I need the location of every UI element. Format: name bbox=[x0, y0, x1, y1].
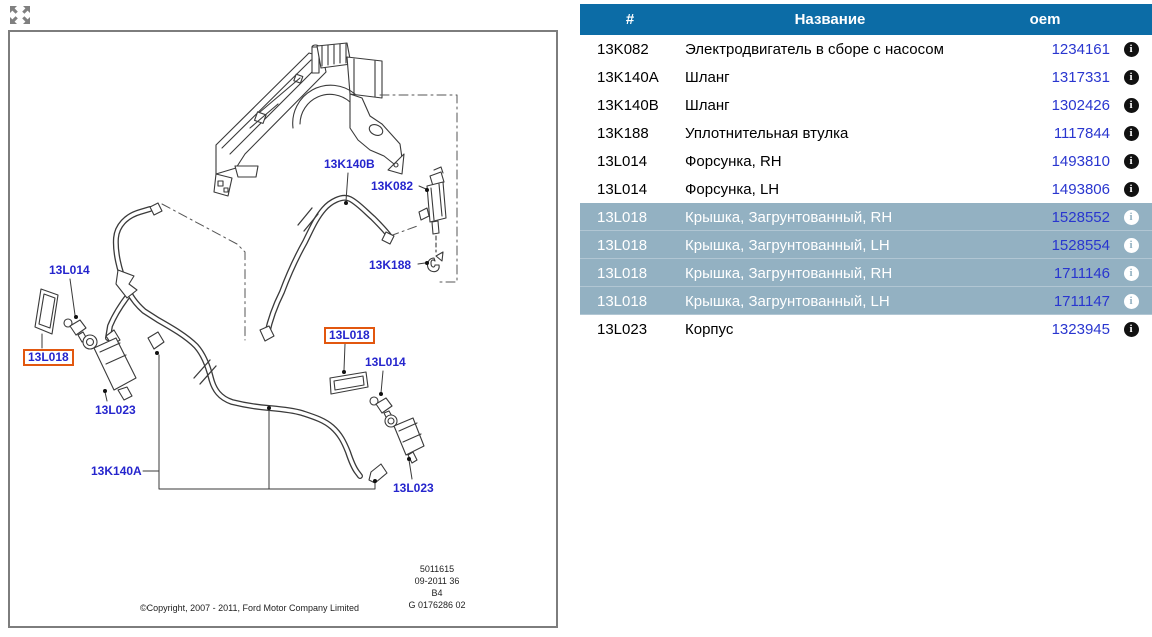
oem-link[interactable]: 1528554 bbox=[1051, 236, 1110, 254]
info-icon[interactable]: i bbox=[1124, 266, 1139, 281]
header-name: Название bbox=[794, 11, 866, 28]
header-oem: oem bbox=[1029, 11, 1061, 28]
info-icon[interactable]: i bbox=[1124, 182, 1139, 197]
part-name-cell: Крышка, Загрунтованный, LH bbox=[685, 292, 890, 310]
plate-rev: B4 bbox=[431, 588, 443, 598]
oem-link[interactable]: 1317331 bbox=[1051, 68, 1110, 86]
diagram-label-13K140A[interactable]: 13K140A bbox=[91, 464, 142, 478]
part-number-cell: 13L014 bbox=[597, 152, 648, 170]
parts-table-header bbox=[580, 4, 1152, 35]
expand-diagram-button[interactable] bbox=[8, 4, 32, 26]
part-name-cell: Электродвигатель в сборе с насосом bbox=[685, 40, 944, 58]
diagram-label-13L014-left[interactable]: 13L014 bbox=[49, 263, 90, 277]
info-icon[interactable]: i bbox=[1124, 98, 1139, 113]
oem-link[interactable]: 1323945 bbox=[1051, 320, 1110, 338]
oem-link[interactable]: 1117844 bbox=[1053, 124, 1110, 142]
part-number-cell: 13L018 bbox=[597, 208, 648, 226]
part-number-cell: 13L018 bbox=[597, 292, 648, 310]
part-name-cell: Форсунка, LH bbox=[685, 180, 780, 198]
table-row[interactable] bbox=[580, 287, 1152, 315]
part-name-cell: Шланг bbox=[685, 68, 730, 86]
part-name-cell: Крышка, Загрунтованный, RH bbox=[685, 264, 893, 282]
part-name-cell: Корпус bbox=[685, 320, 734, 338]
part-name-cell: Уплотнительная втулка bbox=[685, 124, 849, 142]
oem-link[interactable]: 1234161 bbox=[1051, 40, 1110, 58]
info-icon[interactable]: i bbox=[1124, 294, 1139, 309]
table-row[interactable] bbox=[580, 175, 1152, 203]
oem-link[interactable]: 1493806 bbox=[1051, 180, 1110, 198]
table-row[interactable] bbox=[580, 35, 1152, 63]
part-number-cell: 13K140B bbox=[597, 96, 659, 114]
diagram-label-13L023-left[interactable]: 13L023 bbox=[95, 403, 136, 417]
parts-table bbox=[580, 4, 1152, 343]
oem-link[interactable]: 1493810 bbox=[1051, 152, 1110, 170]
header-number: # bbox=[625, 11, 635, 28]
info-icon[interactable]: i bbox=[1124, 322, 1139, 337]
table-row[interactable] bbox=[580, 315, 1152, 343]
table-row[interactable] bbox=[580, 91, 1152, 119]
oem-link[interactable]: 1711147 bbox=[1053, 292, 1110, 310]
info-icon[interactable]: i bbox=[1124, 42, 1139, 57]
table-row[interactable] bbox=[580, 119, 1152, 147]
part-number-cell: 13K188 bbox=[597, 124, 649, 142]
plate-number: 5011615 bbox=[419, 564, 455, 574]
info-icon[interactable]: i bbox=[1124, 154, 1139, 169]
part-number-cell: 13L014 bbox=[597, 180, 648, 198]
table-row[interactable] bbox=[580, 231, 1152, 259]
parts-table-body bbox=[580, 35, 1152, 343]
part-name-cell: Крышка, Загрунтованный, LH bbox=[685, 236, 890, 254]
diagram-label-13K188[interactable]: 13K188 bbox=[369, 258, 412, 272]
part-name-cell: Шланг bbox=[685, 96, 730, 114]
info-icon[interactable]: i bbox=[1124, 210, 1139, 225]
copyright-text: ©Copyright, 2007 - 2011, Ford Motor Company Limited bbox=[140, 603, 360, 613]
diagram-label-13K082[interactable]: 13K082 bbox=[371, 179, 414, 193]
table-row[interactable] bbox=[580, 63, 1152, 91]
oem-link[interactable]: 1302426 bbox=[1051, 96, 1110, 114]
parts-diagram bbox=[10, 32, 560, 630]
parts-diagram-panel bbox=[8, 30, 558, 628]
info-icon[interactable]: i bbox=[1124, 238, 1139, 253]
part-name-cell: Крышка, Загрунтованный, RH bbox=[685, 208, 893, 226]
plate-code: G 0176286 02 bbox=[408, 600, 466, 610]
diagram-label-13K140B[interactable]: 13K140B bbox=[324, 157, 375, 171]
diagram-label-13L023-right[interactable]: 13L023 bbox=[393, 481, 434, 495]
part-number-cell: 13L018 bbox=[597, 236, 648, 254]
diagram-label-13L018-left[interactable]: 13L018 bbox=[23, 349, 74, 366]
part-number-cell: 13L023 bbox=[597, 320, 648, 338]
part-name-cell: Форсунка, RH bbox=[685, 152, 782, 170]
plate-footer bbox=[387, 563, 487, 611]
part-number-cell: 13K082 bbox=[597, 40, 649, 58]
oem-link[interactable]: 1528552 bbox=[1051, 208, 1110, 226]
table-row[interactable] bbox=[580, 259, 1152, 287]
plate-date: 09-2011 36 bbox=[414, 576, 460, 586]
diagram-label-13L018-right[interactable]: 13L018 bbox=[324, 327, 375, 344]
table-row[interactable] bbox=[580, 147, 1152, 175]
part-number-cell: 13L018 bbox=[597, 264, 648, 282]
table-row[interactable] bbox=[580, 203, 1152, 231]
part-number-cell: 13K140A bbox=[597, 68, 659, 86]
diagram-label-13L014-right[interactable]: 13L014 bbox=[365, 355, 406, 369]
info-icon[interactable]: i bbox=[1124, 126, 1139, 141]
oem-link[interactable]: 1711146 bbox=[1053, 264, 1110, 282]
info-icon[interactable]: i bbox=[1124, 70, 1139, 85]
expand-icon bbox=[8, 4, 32, 26]
